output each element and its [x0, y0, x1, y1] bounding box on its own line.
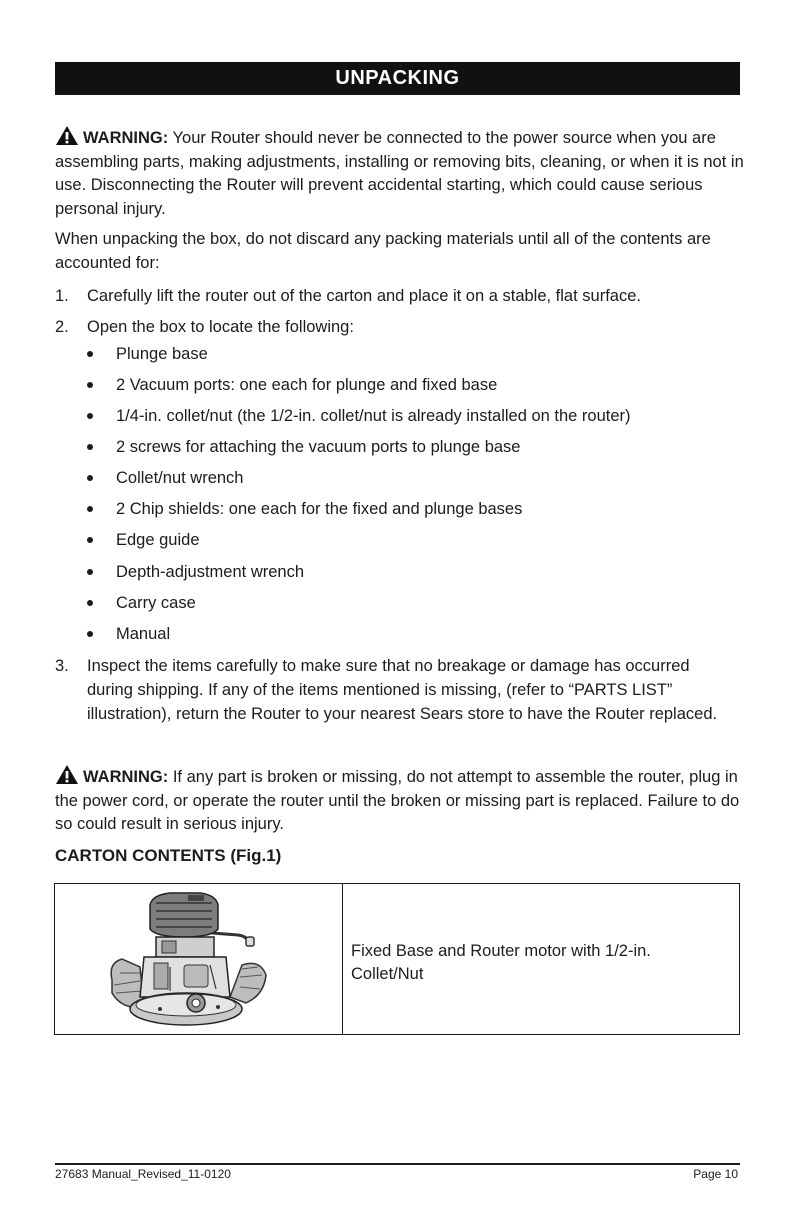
- item-description: Fixed Base and Router motor with 1/2-in. Collet/Nut: [351, 942, 651, 983]
- footer-page-number: Page 10: [693, 1167, 738, 1181]
- warning-triangle-icon: [55, 764, 79, 785]
- list-item-text: Manual: [116, 625, 171, 643]
- bullet-icon: [87, 569, 93, 575]
- step-text: Open the box to locate the following:: [87, 318, 354, 336]
- step-number: 2.: [55, 318, 69, 336]
- list-item-text: Depth-adjustment wrench: [116, 563, 305, 581]
- bullet-icon: [87, 600, 93, 606]
- footer-divider: [55, 1163, 740, 1165]
- warning-label: WARNING:: [83, 768, 169, 786]
- warning-triangle-icon: [55, 125, 79, 146]
- intro-paragraph: When unpacking the box, do not discard any packing materials until all of the contents are accounted for:: [55, 230, 711, 272]
- list-item-text: Edge guide: [116, 531, 200, 549]
- list-item-text: Carry case: [116, 594, 196, 612]
- table-cell-image: [55, 884, 343, 1035]
- list-item-text: 2 Vacuum ports: one each for plunge and fixed base: [116, 376, 498, 394]
- step-text: Carefully lift the router out of the carton and place it on a stable, flat surface.: [87, 287, 641, 305]
- carton-contents-heading: CARTON CONTENTS (Fig.1): [55, 846, 282, 865]
- list-item-text: Plunge base: [116, 345, 208, 363]
- router-with-fixed-base-illustration: [100, 885, 300, 1035]
- carton-contents-table: [54, 883, 740, 1035]
- warning-text: If any part is broken or missing, do not attempt to assemble the router, plug in the power cord, or operate the router until the broken or missing part is replaced. Failure to do so could result in serious injury.: [55, 768, 740, 833]
- bullet-icon: [87, 382, 93, 388]
- warning-label: WARNING:: [83, 129, 169, 147]
- list-item-text: 2 Chip shields: one each for the fixed and plunge bases: [116, 500, 523, 518]
- warning-paragraph-2: [55, 764, 745, 837]
- step-text: Inspect the items carefully to make sure that no breakage or damage has occurred during shipping. If any of the items mentioned is missing, (refer to “PARTS LIST” illustration), return the Router to your nearest Sears store to have the Router replaced.: [87, 657, 718, 723]
- bullet-icon: [87, 631, 93, 637]
- step-number: 3.: [55, 657, 69, 675]
- bullet-icon: [87, 351, 93, 357]
- bullet-icon: [87, 413, 93, 419]
- table-row: [55, 884, 740, 1035]
- table-cell-description: [343, 884, 740, 1035]
- list-item-text: 1/4-in. collet/nut (the 1/2-in. collet/nut is already installed on the router): [116, 407, 631, 425]
- step-number: 1.: [55, 287, 69, 305]
- list-item-text: 2 screws for attaching the vacuum ports to plunge base: [116, 438, 521, 456]
- footer-document-id: 27683 Manual_Revised_11-0120: [55, 1167, 231, 1181]
- warning-paragraph-1: [55, 125, 745, 221]
- bullet-icon: [87, 475, 93, 481]
- bullet-icon: [87, 444, 93, 450]
- bullet-icon: [87, 506, 93, 512]
- warning-text: Your Router should never be connected to the power source when you are assembling parts, making adjustments, installing or removing bits, cleaning, or when it is not in use. Disconnecting the Router will prevent accidental starting, which could cause serious personal injury.: [55, 129, 744, 218]
- section-title-banner: UNPACKING: [55, 62, 740, 95]
- list-item-text: Collet/nut wrench: [116, 469, 244, 487]
- bullet-icon: [87, 537, 93, 543]
